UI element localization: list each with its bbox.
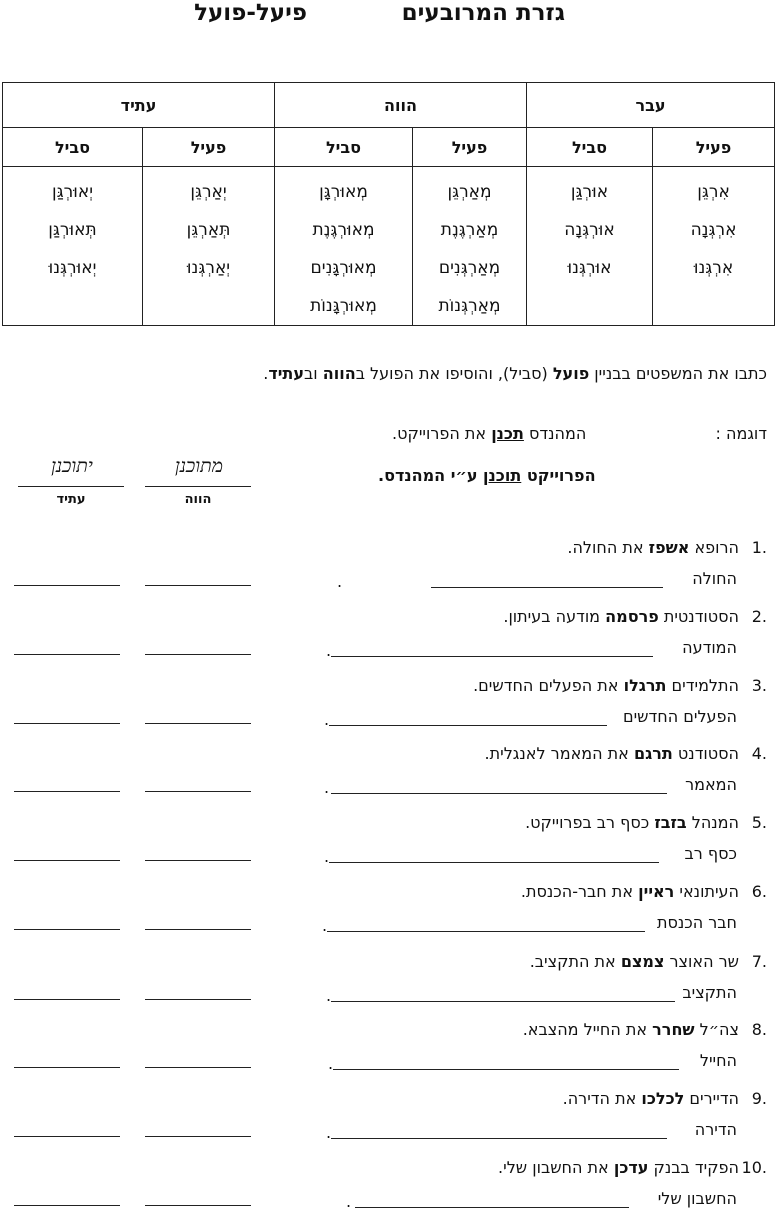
period: . (322, 916, 328, 935)
item-number: 1. (751, 538, 767, 557)
table-cell: מְאַרְגֵּן (447, 182, 492, 202)
title-binyan: פיעל-פועל (194, 0, 307, 26)
example-label: דוגמה : (715, 424, 767, 443)
group-header-future: עתיד (3, 83, 275, 128)
example-text: המהנדס (523, 424, 587, 443)
subheader-future-active: פעיל (143, 128, 275, 167)
table-cell: יְאוּרְגְּנוּ (48, 258, 97, 278)
item-sentence (485, 744, 739, 763)
table-cell: אִרְגְּנוּ (693, 258, 734, 278)
item-sentence (498, 1158, 739, 1177)
sentence-text: את הדירה. (562, 1089, 642, 1108)
sentence-verb: בזבז (654, 813, 687, 832)
instruction-bold: עתיד (268, 364, 305, 383)
subheader-present-passive: סביל (275, 128, 413, 167)
item-number: 8. (751, 1020, 767, 1039)
sentence-text: את הפעלים החדשים. (473, 676, 624, 695)
answer-line[interactable] (355, 1207, 629, 1208)
item-subject: כסף רב (684, 844, 737, 863)
example-text: ע״י המהנדס. (378, 466, 484, 485)
sentence-verb: לכלכו (641, 1089, 685, 1108)
item-subject: החשבון שלי (657, 1189, 737, 1208)
sentence-text: צה״ל (694, 1020, 739, 1039)
future-answer-line[interactable] (14, 654, 120, 655)
present-answer-line[interactable] (145, 999, 251, 1000)
item-sentence (525, 813, 739, 832)
sentence-text: שר האוצר (664, 952, 739, 971)
answer-line[interactable] (331, 793, 667, 794)
answer-line[interactable] (431, 587, 663, 588)
divider (145, 486, 251, 487)
column-past-passive (527, 167, 653, 326)
sentence-text: הסטודנטית (658, 607, 739, 626)
subheader-future-passive: סביל (3, 128, 143, 167)
conjugation-table (2, 82, 775, 326)
instruction-text: (סביל), והוסיפו את הפועל ב (355, 364, 553, 383)
exercise-item (0, 538, 775, 602)
sentence-verb: צמצם (620, 952, 665, 971)
sentence-verb: עדכן (613, 1158, 649, 1177)
instruction-bold: הווה (322, 364, 356, 383)
instruction-text: . (263, 364, 269, 383)
item-subject: המאמר (685, 775, 737, 794)
sentence-text: את החייל מהצבא. (522, 1020, 653, 1039)
answer-line[interactable] (329, 862, 659, 863)
item-number: 10. (741, 1158, 767, 1177)
item-sentence (521, 882, 739, 901)
table-cell: יְאוּרְגַּן (51, 182, 94, 202)
column-future-passive (3, 167, 143, 326)
table-cell: מְאוּרְגָּנִים (310, 258, 377, 278)
table-cell: יְאַרְגְּנוּ (186, 258, 231, 278)
title-main: גזרת המרובעים (401, 0, 565, 26)
table-cell: תְּאוּרְגַּן (48, 220, 97, 240)
period: . (326, 1123, 332, 1142)
sentence-text: העיתונאי (674, 882, 739, 901)
future-answer-line[interactable] (14, 1136, 120, 1137)
exercise-item (0, 952, 775, 1016)
sentence-verb: אשפז (648, 538, 690, 557)
subheader-past-passive: סביל (527, 128, 653, 167)
sentence-text: את החולה. (567, 538, 649, 557)
sentence-text: התלמידים (666, 676, 739, 695)
table-cell: מְאַרְגֶּנֶת (440, 220, 499, 240)
present-answer-line[interactable] (145, 929, 251, 930)
page-title (0, 0, 775, 32)
item-number: 9. (751, 1089, 767, 1108)
sentence-text: המנהל (686, 813, 739, 832)
present-answer-line[interactable] (145, 860, 251, 861)
instruction-text: וב (304, 364, 323, 383)
instructions (7, 364, 767, 383)
item-sentence (523, 1020, 739, 1039)
answer-line[interactable] (331, 1001, 675, 1002)
table-cell: מְאַרְגְּנוֹת (438, 296, 501, 316)
item-subject: הדירה (694, 1120, 737, 1139)
item-number: 2. (751, 607, 767, 626)
exercise-item (0, 1020, 775, 1084)
column-present-active (413, 167, 527, 326)
divider (18, 486, 124, 487)
present-answer-line[interactable] (145, 1136, 251, 1137)
table-cell: מְאַרְגְּנִים (438, 258, 501, 278)
sentence-text: את חבר-הכנסת. (520, 882, 639, 901)
sentence-text: הדיירים (684, 1089, 739, 1108)
table-cell: אוּרְגְּנוּ (567, 258, 612, 278)
sentence-text: הסטודנט (672, 744, 739, 763)
exercise-item (0, 813, 775, 877)
table-cell: אוּרְגְּנָה (564, 220, 615, 240)
period: . (324, 710, 330, 729)
item-subject: המודעה (682, 638, 737, 657)
example-present-answer: מתוכנן (174, 455, 224, 477)
period: . (346, 1192, 352, 1211)
future-answer-line[interactable] (14, 723, 120, 724)
table-cell: יְאַרְגֵּן (190, 182, 227, 202)
item-number: 7. (751, 952, 767, 971)
subheader-past-active: פעיל (653, 128, 775, 167)
sentence-text: מודעה בעיתון. (503, 607, 606, 626)
group-header-past: עבר (527, 83, 775, 128)
sentence-text: את המאמר לאנגלית. (484, 744, 634, 763)
example-verb: תכנן (491, 424, 524, 443)
future-answer-line[interactable] (14, 1067, 120, 1068)
sentence-verb: פרסמה (605, 607, 659, 626)
example-verb: תוכנן (483, 466, 522, 485)
sentence-text: את התקציב. (529, 952, 621, 971)
period: . (326, 641, 332, 660)
present-answer-line[interactable] (145, 1067, 251, 1068)
present-column-label: הווה (184, 492, 212, 507)
sentence-text: הרופא (689, 538, 739, 557)
future-answer-line[interactable] (14, 929, 120, 930)
sentence-verb: שחרר (652, 1020, 695, 1039)
future-answer-line[interactable] (14, 791, 120, 792)
table-cell: תְּאַרְגֵּן (186, 220, 231, 240)
item-sentence (473, 676, 739, 695)
item-subject: החולה (692, 569, 737, 588)
future-column-label: עתיד (56, 492, 86, 507)
future-answer-line[interactable] (14, 1205, 120, 1206)
column-present-passive (275, 167, 413, 326)
present-answer-line[interactable] (145, 585, 251, 586)
example-text: הפרוייקט (521, 466, 596, 485)
example-passive-sentence (378, 466, 596, 485)
item-subject: החייל (699, 1051, 737, 1070)
answer-line[interactable] (333, 1069, 679, 1070)
sentence-verb: ראיין (638, 882, 675, 901)
exercise-item (0, 676, 775, 740)
table-cell: אוּרְגַּן (570, 182, 609, 202)
item-number: 4. (751, 744, 767, 763)
future-answer-line[interactable] (14, 585, 120, 586)
exercise-item (0, 882, 775, 946)
example-text: את הפרוייקט. (392, 424, 492, 443)
answer-line[interactable] (331, 1138, 667, 1139)
answer-line[interactable] (329, 725, 607, 726)
period: . (328, 1054, 334, 1073)
item-subject: הפעלים החדשים (622, 707, 737, 726)
exercise-item (0, 1089, 775, 1153)
item-subject: חבר הכנסת (656, 913, 737, 932)
sentence-text: הפקיד בבנק (648, 1158, 739, 1177)
item-number: 3. (751, 676, 767, 695)
item-number: 5. (751, 813, 767, 832)
sentence-verb: תרגלו (623, 676, 667, 695)
group-header-present: הווה (275, 83, 527, 128)
item-number: 6. (751, 882, 767, 901)
period: . (324, 847, 330, 866)
instruction-text: כתבו את המשפטים בבניין (589, 364, 767, 383)
item-sentence (530, 952, 739, 971)
exercise-item (0, 744, 775, 808)
exercise-item (0, 1158, 775, 1222)
answer-line[interactable] (331, 656, 653, 657)
present-answer-line[interactable] (145, 1205, 251, 1206)
period: . (324, 778, 330, 797)
table-cell: מְאוּרְגֶּנֶת (312, 220, 375, 240)
item-subject: התקציב (682, 983, 737, 1002)
future-answer-line[interactable] (14, 860, 120, 861)
column-future-active (143, 167, 275, 326)
future-answer-line[interactable] (14, 999, 120, 1000)
sentence-text: כסף רב בפרוייקט. (525, 813, 655, 832)
sentence-text: את החשבון שלי. (498, 1158, 614, 1177)
item-sentence (563, 1089, 739, 1108)
table-cell: אִרְגְּנָה (690, 220, 737, 240)
present-answer-line[interactable] (145, 791, 251, 792)
answer-line[interactable] (327, 931, 645, 932)
table-cell: מְאוּרְגָּן (319, 182, 368, 202)
item-sentence (503, 607, 739, 626)
period: . (326, 986, 332, 1005)
item-sentence (567, 538, 739, 557)
instruction-bold: פועל (552, 364, 590, 383)
column-past-active (653, 167, 775, 326)
table-cell: אִרְגֵּן (697, 182, 730, 202)
table-cell: מְאוּרְגָּנוֹת (310, 296, 377, 316)
present-answer-line[interactable] (145, 723, 251, 724)
period: . (337, 572, 343, 591)
example-future-answer: יתוכנן (51, 455, 93, 477)
subheader-present-active: פעיל (413, 128, 527, 167)
sentence-verb: תרגם (633, 744, 673, 763)
present-answer-line[interactable] (145, 654, 251, 655)
example-active-sentence (392, 424, 586, 443)
exercise-item (0, 607, 775, 671)
